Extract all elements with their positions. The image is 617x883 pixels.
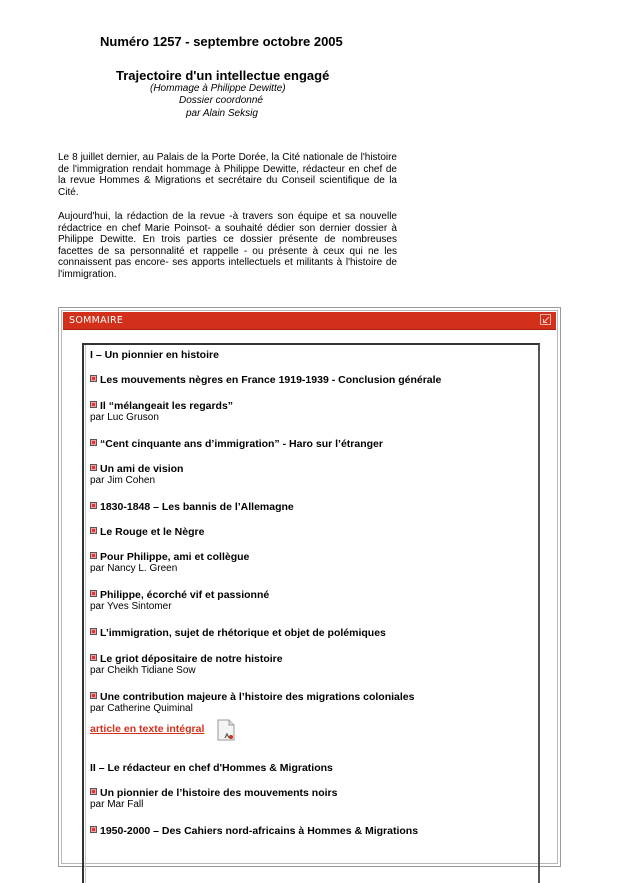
toc-entry[interactable]	[90, 627, 386, 639]
entry-title[interactable]: Un pionnier de l’histoire des mouvements noirs	[100, 787, 338, 799]
toc-entry[interactable]	[90, 526, 204, 538]
toc-entry[interactable]	[90, 438, 383, 450]
entry-title[interactable]: 1950-2000 – Des Cahiers nord-africains à Hommes & Migrations	[100, 825, 419, 837]
sommaire-panel	[58, 307, 561, 867]
toc-entry[interactable]	[90, 463, 183, 487]
toc-entry[interactable]	[90, 653, 283, 677]
dossier-coordination: Dossier coordonné	[179, 95, 263, 106]
section-heading-1: I – Un pionnier en histoire	[90, 349, 219, 361]
pdf-file-icon[interactable]	[216, 719, 236, 744]
bullet-icon	[90, 502, 97, 509]
bullet-icon	[90, 788, 97, 795]
entry-author: par Jim Cohen	[90, 475, 156, 486]
bullet-icon	[90, 464, 97, 471]
bullet-icon	[90, 628, 97, 635]
toc-entry[interactable]	[90, 551, 249, 575]
issue-title: Numéro 1257 - septembre octobre 2005	[100, 34, 343, 49]
collapse-arrow-icon[interactable]	[540, 314, 551, 325]
entry-author: par Mar Fall	[90, 799, 144, 810]
section-heading-2: II – Le rédacteur en chef d'Hommes & Migrations	[90, 762, 333, 774]
toc-entry[interactable]	[90, 374, 441, 386]
entry-title[interactable]: Le griot dépositaire de notre histoire	[100, 653, 283, 665]
bullet-icon	[90, 527, 97, 534]
entry-title[interactable]: Pour Philippe, ami et collègue	[100, 551, 250, 563]
bullet-icon	[90, 826, 97, 833]
entry-title[interactable]: Les mouvements nègres en France 1919-1939 - Conclusion générale	[100, 374, 442, 386]
bullet-icon	[90, 401, 97, 408]
bullet-icon	[90, 439, 97, 446]
toc-entry[interactable]	[90, 400, 233, 424]
bullet-icon	[90, 552, 97, 559]
sommaire-label: SOMMAIRE	[69, 315, 124, 326]
bullet-icon	[90, 654, 97, 661]
intro-paragraph-1: Le 8 juillet dernier, au Palais de la Porte Dorée, la Cité nationale de l'histoire de l'immigration rendait hommage à Philippe Dewitte, rédacteur en chef de la revue Hommes & Migrations et secrétaire du Conseil scientifique de la Cité.	[58, 152, 397, 198]
entry-title[interactable]: Le Rouge et le Nègre	[100, 526, 205, 538]
full-text-row	[90, 723, 204, 735]
entry-author: par Cheikh Tidiane Sow	[90, 665, 196, 676]
toc-entry[interactable]	[90, 691, 414, 715]
toc-entry[interactable]	[90, 501, 294, 513]
intro-paragraph-2: Aujourd'hui, la rédaction de la revue -à travers son équipe et sa nouvelle rédactrice en chef Marie Poinsot- a souhaité dédier son dernier dossier à Philippe Dewitte. En trois parties ce dossier présente de nombreuses facettes de sa personnalité et rappelle - ou présente à ceux qui ne les connaissent pas encore- ses apports intellectuels et militants à l'histoire de l'immigration.	[58, 211, 397, 280]
dossier-subtitle: (Hommage à Philippe Dewitte)	[150, 83, 286, 94]
entry-title[interactable]: 1830-1848 – Les bannis de l’Allemagne	[100, 501, 294, 513]
bullet-icon	[90, 375, 97, 382]
sommaire-header	[63, 312, 556, 330]
entry-author: par Nancy L. Green	[90, 563, 178, 574]
entry-title[interactable]: “Cent cinquante ans d’immigration” - Haro sur l’étranger	[100, 438, 383, 450]
bullet-icon	[90, 692, 97, 699]
entry-title[interactable]: Philippe, écorché vif et passionné	[100, 589, 270, 601]
toc-entry[interactable]	[90, 589, 269, 613]
entry-author: par Yves Sintomer	[90, 601, 172, 612]
toc-entry[interactable]	[90, 787, 337, 811]
entry-author: par Luc Gruson	[90, 412, 159, 423]
entry-title[interactable]: Une contribution majeure à l’histoire des migrations coloniales	[100, 691, 415, 703]
entry-title[interactable]: L’immigration, sujet de rhétorique et objet de polémiques	[100, 627, 386, 639]
dossier-coordinator: par Alain Seksig	[186, 108, 258, 119]
entry-author: par Catherine Quiminal	[90, 703, 193, 714]
entry-title[interactable]: Il “mélangeait les regards”	[100, 400, 234, 412]
entry-title[interactable]: Un ami de vision	[100, 463, 184, 475]
bullet-icon	[90, 590, 97, 597]
dossier-title: Trajectoire d'un intellectue engagé	[116, 68, 330, 83]
full-text-link[interactable]: article en texte intégral	[90, 723, 205, 735]
toc-entry[interactable]	[90, 825, 418, 837]
